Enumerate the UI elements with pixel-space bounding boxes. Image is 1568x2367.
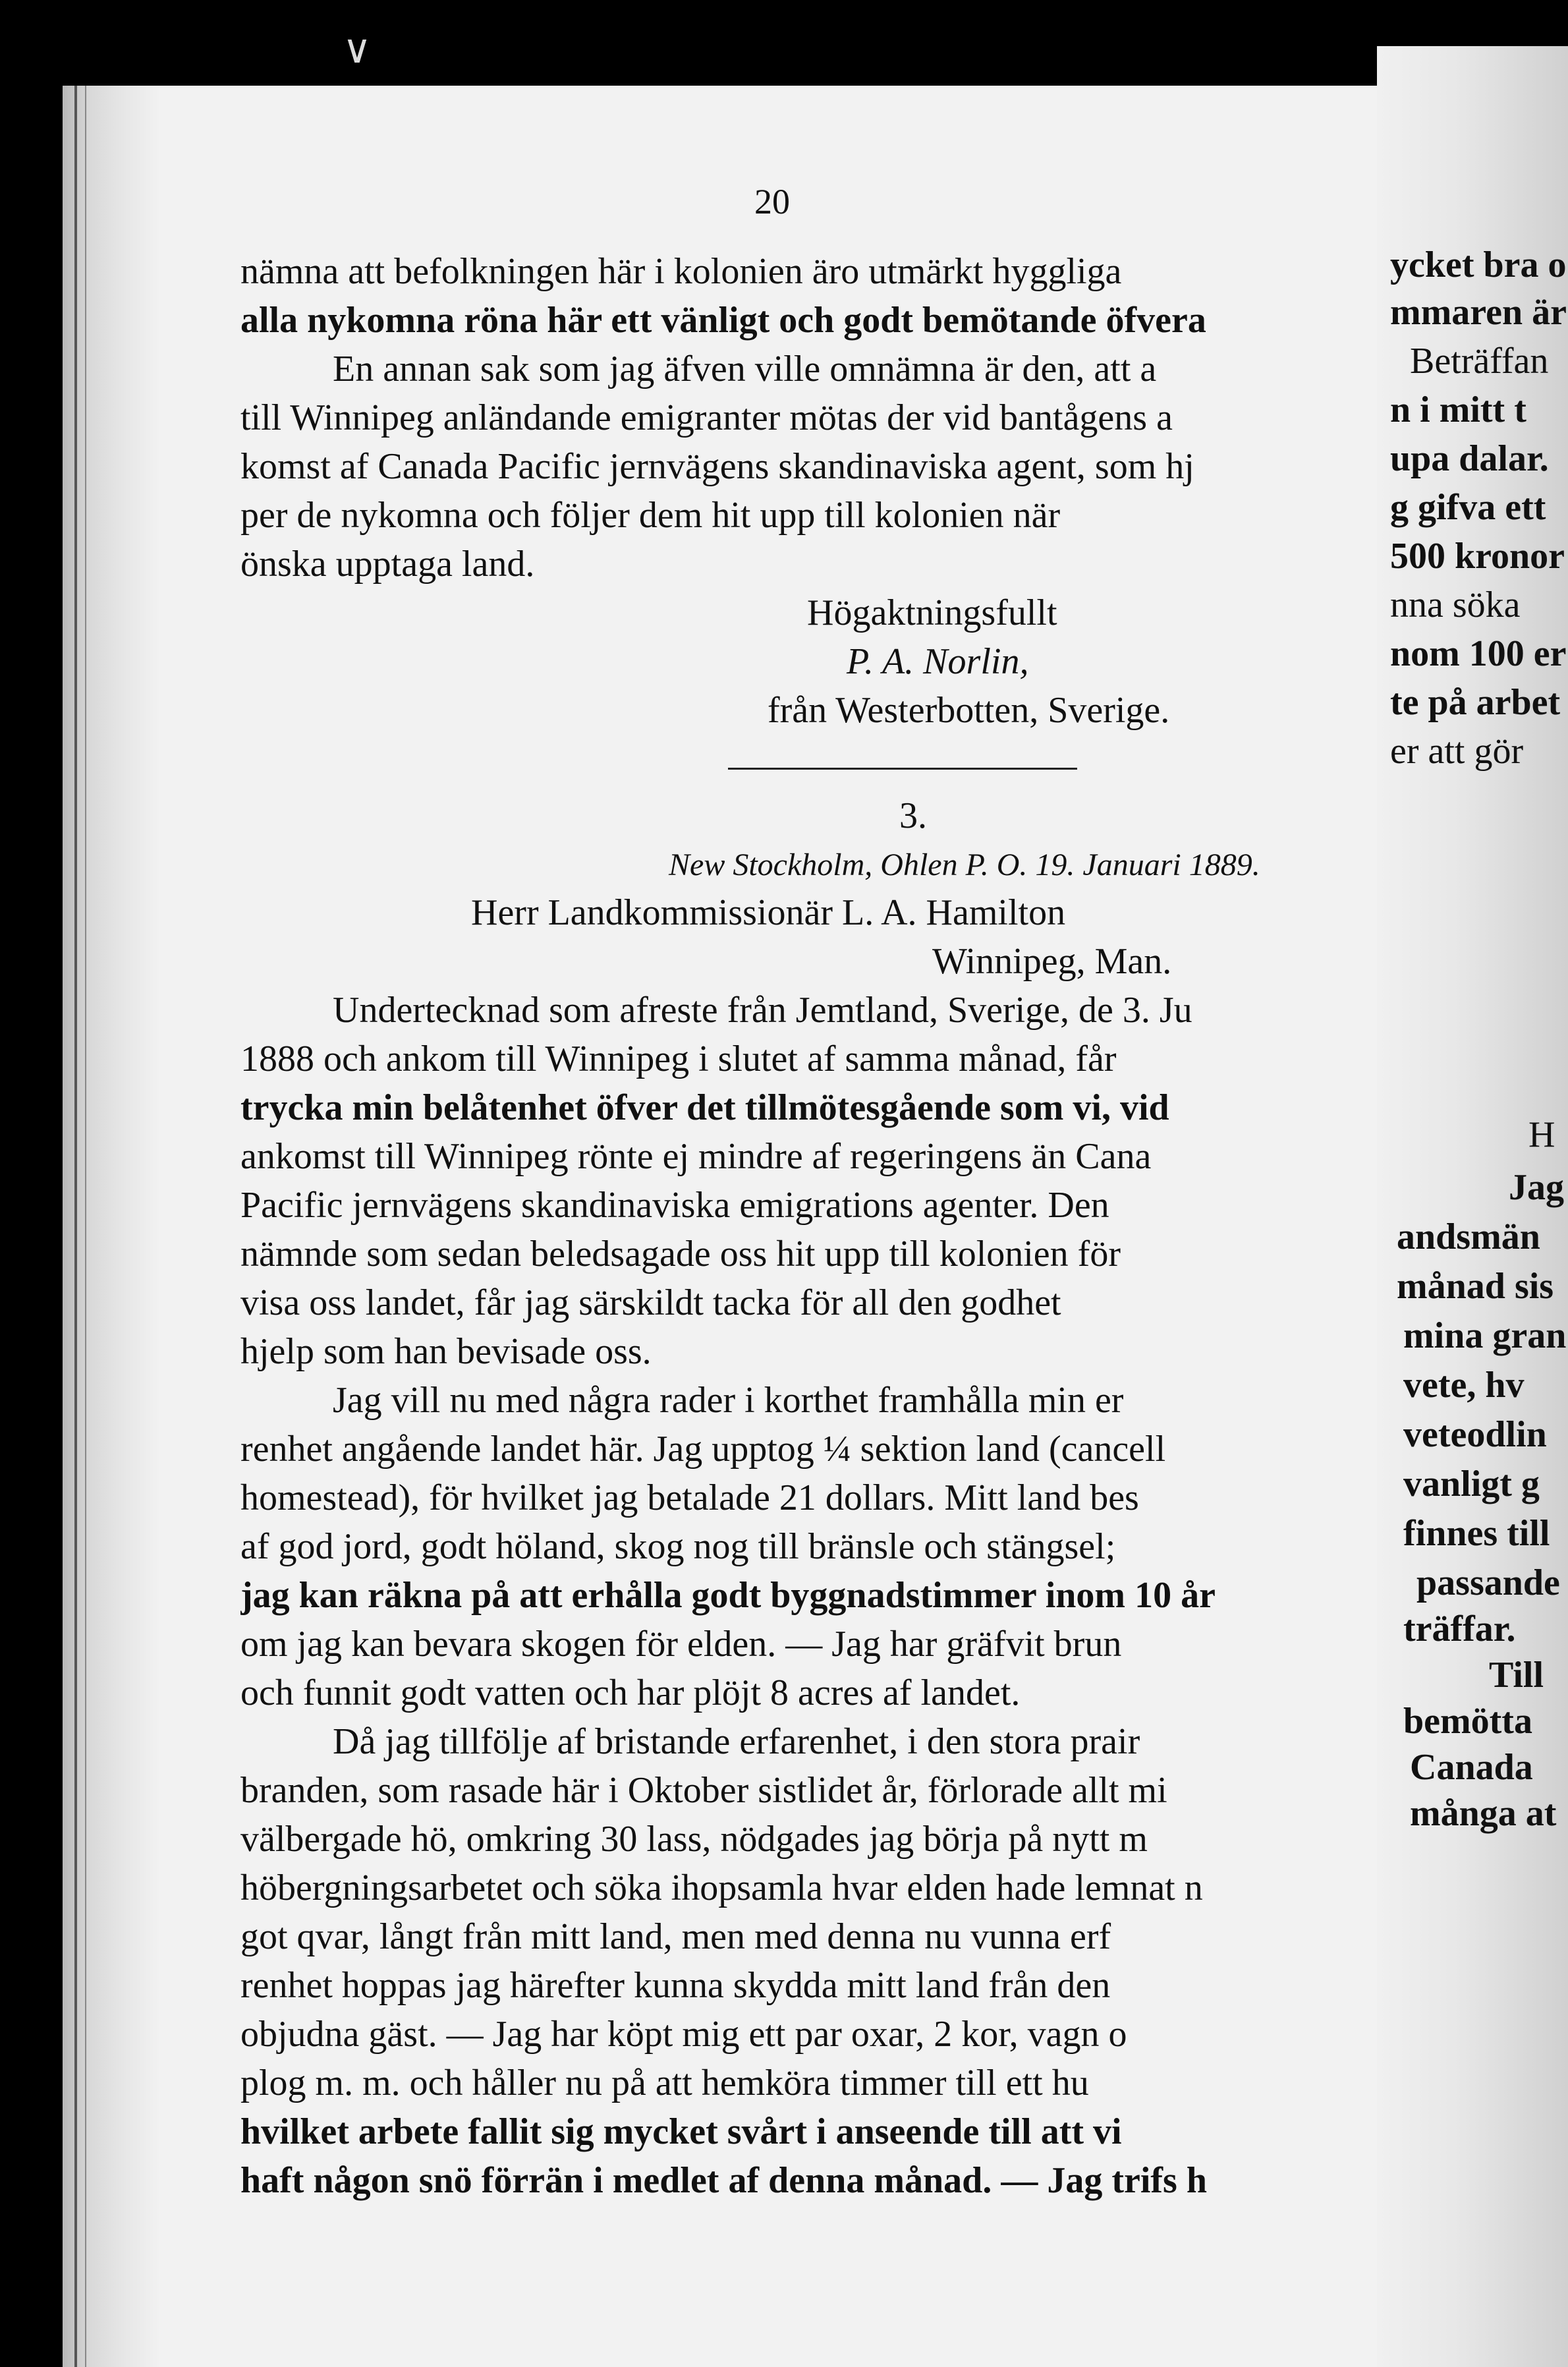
book-page [63, 86, 1377, 2367]
text-line: jag kan räkna på att erhålla godt byggnadstimmer inom 10 år [240, 1575, 1216, 1616]
adjacent-text-fragment: Till [1489, 1655, 1544, 1696]
adjacent-text-fragment: andsmän [1397, 1216, 1540, 1257]
letter-number: 3. [899, 795, 927, 836]
text-line: Undertecknad som afreste från Jemtland, Sverige, de 3. Ju [333, 990, 1192, 1031]
spine-line [74, 86, 77, 2367]
section-divider [728, 768, 1077, 770]
adjacent-text-fragment: n i mitt t [1390, 389, 1526, 430]
adjacent-text-fragment: upa dalar. [1390, 438, 1549, 479]
text-line: välbergade hö, omkring 30 lass, nödgades jag börja på nytt m [240, 1819, 1148, 1860]
page-number: 20 [754, 182, 790, 221]
letter-addressee: Herr Landkommissionär L. A. Hamilton [471, 892, 1066, 933]
adjacent-text-fragment: träffar. [1403, 1609, 1516, 1649]
text-line: per de nykomna och följer dem hit upp till kolonien när [240, 495, 1061, 536]
text-line: komst af Canada Pacific jernvägens skandinaviska agent, som hj [240, 446, 1194, 487]
spine-line [85, 86, 86, 2367]
signer-place: från Westerbotten, Sverige. [768, 690, 1170, 731]
adjacent-text-fragment: Beträffan [1410, 341, 1549, 382]
scan-corner-mark: ∨ [343, 26, 372, 72]
letter-2-signature [240, 588, 1377, 735]
adjacent-text-fragment: vete, hv [1403, 1365, 1525, 1406]
text-line: homestead), för hvilket jag betalade 21 dollars. Mitt land bes [240, 1477, 1139, 1518]
adjacent-text-fragment: Jag [1509, 1167, 1564, 1208]
adjacent-text-fragment: g gifva ett [1390, 487, 1546, 528]
text-line: trycka min belåtenhet öfver det tillmötesgående som vi, vid [240, 1087, 1169, 1128]
text-line: hjelp som han bevisade oss. [240, 1331, 652, 1372]
text-line: alla nykomna röna här ett vänligt och godt bemötande öfvera [240, 300, 1206, 341]
letter-dateline: New Stockholm, Ohlen P. O. 19. Januari 1889. [669, 847, 1260, 882]
adjacent-text-fragment: ycket bra o [1390, 244, 1567, 285]
adjacent-text-fragment: många at [1410, 1793, 1557, 1834]
paragraph [240, 1717, 1377, 2205]
adjacent-text-fragment: er att gör [1390, 731, 1524, 772]
adjacent-text-fragment: mmaren är [1390, 292, 1567, 333]
text-line: om jag kan bevara skogen för elden. — Jag har gräfvit brun [240, 1624, 1122, 1665]
adjacent-text-fragment: Canada [1410, 1747, 1533, 1788]
adjacent-page-strip [1377, 46, 1568, 2367]
adjacent-text-fragment: veteodlin [1403, 1414, 1547, 1455]
text-line: objudna gäst. — Jag har köpt mig ett par oxar, 2 kor, vagn o [240, 2014, 1127, 2055]
adjacent-text-fragment: månad sis [1397, 1266, 1554, 1307]
text-line: En annan sak som jag äfven ville omnämna är den, att a [333, 349, 1157, 389]
signer-name: P. A. Norlin, [847, 641, 1029, 682]
adjacent-text-fragment: finnes till [1403, 1513, 1550, 1554]
text-line: Då jag tillfölje af bristande erfarenhet, i den stora prair [333, 1721, 1140, 1762]
text-line: got qvar, långt från mitt land, men med denna nu vunna erf [240, 1916, 1111, 1957]
text-line: Pacific jernvägens skandinaviska emigrations agenter. Den [240, 1185, 1109, 1226]
letter-2-ending [240, 247, 1377, 588]
page-gutter-shadow [63, 86, 161, 2367]
adjacent-text-fragment: passande [1416, 1562, 1560, 1603]
text-line: nämnde som sedan beledsagade oss hit upp till kolonien för [240, 1234, 1121, 1274]
text-line: till Winnipeg anländande emigranter mötas der vid bantågens a [240, 397, 1173, 438]
closing-text: Högaktningsfullt [807, 592, 1057, 633]
text-line: af god jord, godt höland, skog nog till bränsle och stängsel; [240, 1526, 1116, 1567]
adjacent-text-fragment: bemötta [1403, 1701, 1532, 1742]
text-line: 1888 och ankom till Winnipeg i slutet af samma månad, får [240, 1039, 1117, 1079]
text-line: renhet hoppas jag härefter kunna skydda mitt land från den [240, 1965, 1111, 2006]
text-line: höbergningsarbetet och söka ihopsamla hvar elden hade lemnat n [240, 1868, 1203, 1908]
text-line: visa oss landet, får jag särskildt tacka för all den godhet [240, 1282, 1061, 1323]
text-line: branden, som rasade här i Oktober sistlidet år, förlorade allt mi [240, 1770, 1167, 1811]
text-line: önska upptaga land. [240, 544, 535, 585]
adjacent-text-fragment: nom 100 er [1390, 633, 1567, 674]
text-line: Jag vill nu med några rader i korthet framhålla min er [333, 1380, 1124, 1421]
paragraph [240, 1376, 1377, 1717]
paragraph [240, 986, 1377, 1376]
adjacent-text-fragment: mina gran [1403, 1315, 1567, 1356]
text-line: hvilket arbete fallit sig mycket svårt i anseende till att vi [240, 2111, 1122, 2152]
text-line: nämna att befolkningen här i kolonien äro utmärkt hyggliga [240, 251, 1122, 292]
text-line: haft någon snö förrän i medlet af denna månad. — Jag trifs h [240, 2160, 1207, 2201]
adjacent-text-fragment: te på arbet [1390, 682, 1561, 723]
text-line: plog m. m. och håller nu på att hemköra timmer till ett hu [240, 2063, 1089, 2103]
adjacent-text-fragment: vanligt g [1403, 1464, 1540, 1504]
text-line: renhet angående landet här. Jag upptog ¼ sektion land (cancell [240, 1429, 1166, 1469]
letter-3 [240, 789, 1377, 2205]
adjacent-text-fragment: 500 kronor [1390, 536, 1565, 577]
letter-addressee-city: Winnipeg, Man. [932, 941, 1172, 982]
text-line: och funnit godt vatten och har plöjt 8 acres af landet. [240, 1672, 1021, 1713]
text-line: ankomst till Winnipeg rönte ej mindre af regeringens än Cana [240, 1136, 1152, 1177]
adjacent-text-fragment: H [1528, 1114, 1555, 1155]
text-column [240, 247, 1377, 2205]
adjacent-text-fragment: nna söka [1390, 585, 1521, 625]
